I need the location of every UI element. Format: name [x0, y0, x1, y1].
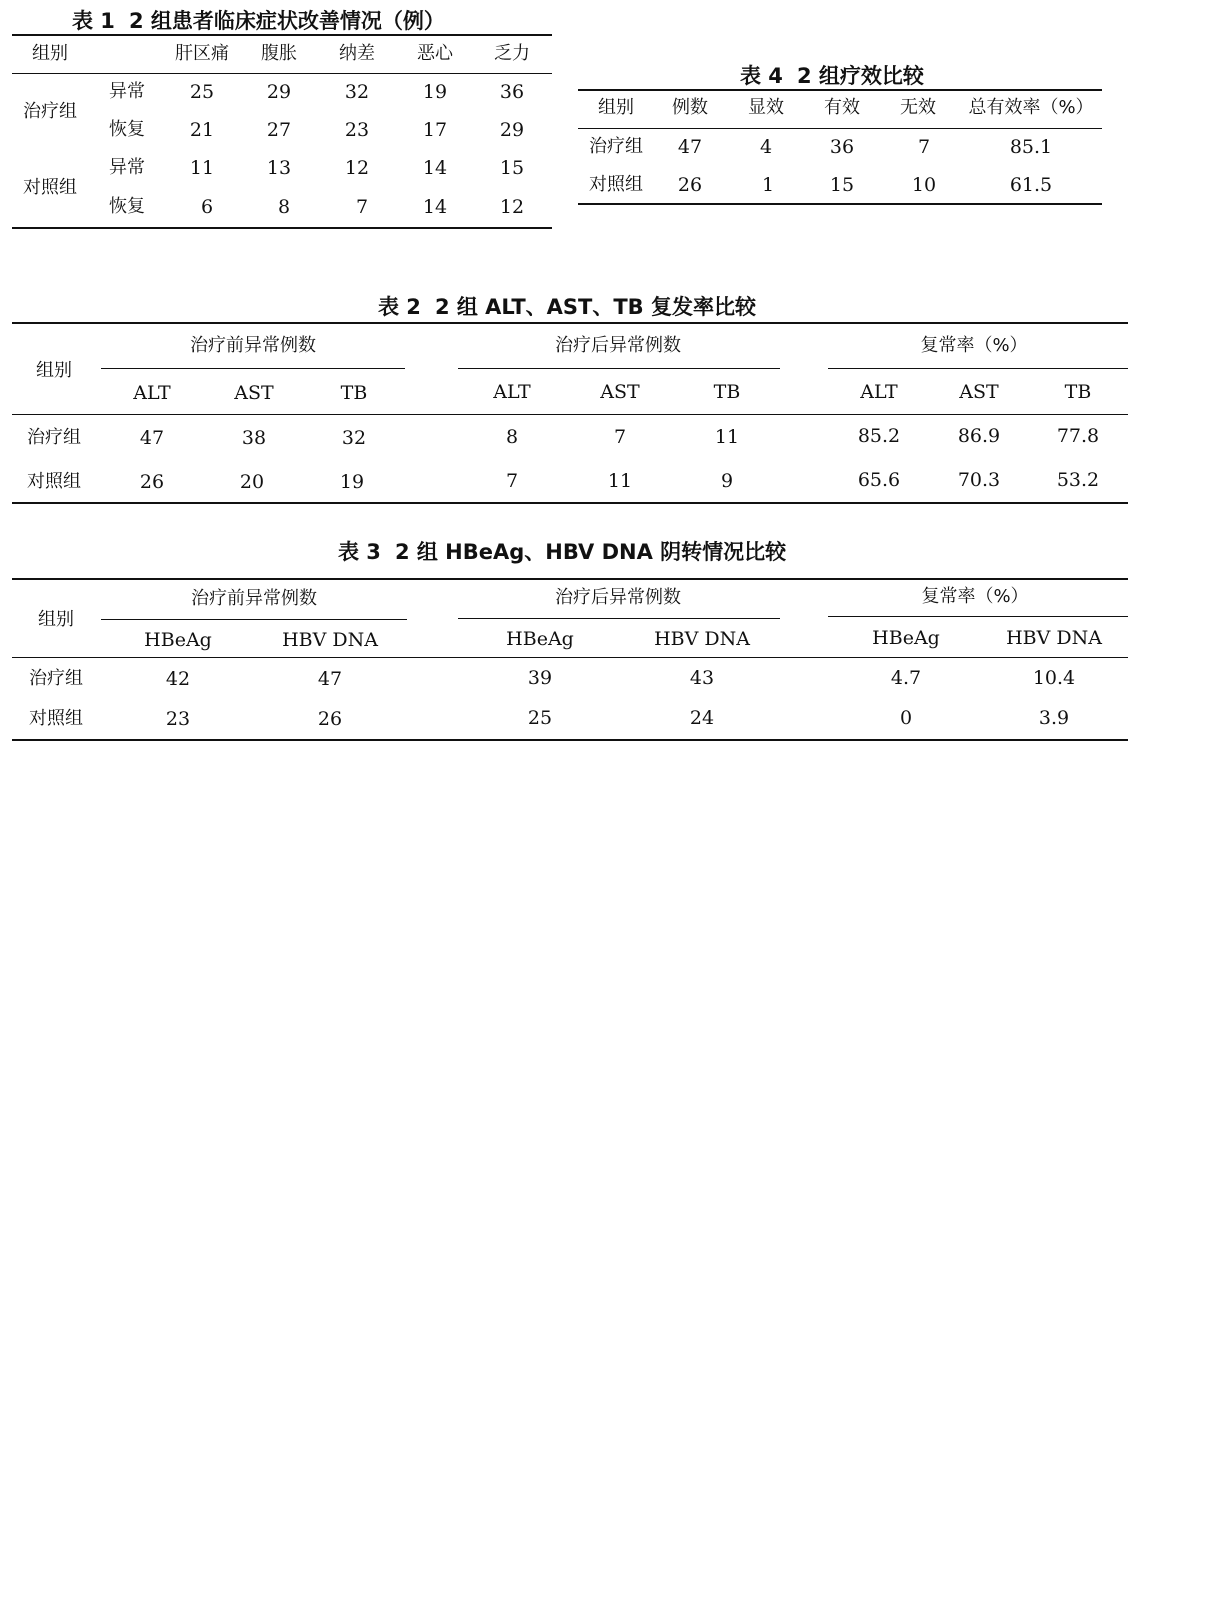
table1-cell: 23	[344, 119, 370, 141]
table1-row-status: 异常	[109, 157, 145, 178]
table2-cell: 8	[505, 426, 519, 448]
table2-row-group: 治疗组	[27, 427, 81, 448]
table3-cell: 24	[689, 707, 715, 729]
table2-title	[378, 291, 756, 321]
table1-header-col: 肝区痛	[175, 43, 229, 64]
table4-title-text: 2 组疗效比较	[796, 64, 924, 88]
table1-header-col: 腹胀	[261, 43, 297, 64]
table2-cell: 20	[239, 471, 265, 493]
table1-cell: 14	[422, 196, 448, 218]
table1-group-label: 治疗组	[23, 101, 77, 122]
table1-cell: 17	[422, 119, 448, 141]
table3-cell: 3.9	[1038, 707, 1070, 729]
table3-subheader: HBV DNA	[654, 628, 750, 650]
table3-cell: 39	[527, 667, 553, 689]
table1-label: 表 1	[72, 9, 115, 33]
table3-top-rule	[12, 578, 1128, 580]
table2-cell: 7	[613, 426, 627, 448]
table1-cell: 12	[499, 196, 525, 218]
table3-row-group: 对照组	[29, 708, 83, 729]
table2-label: 表 2	[378, 295, 421, 319]
table1-top-rule	[12, 34, 552, 36]
table1-cell: 14	[422, 157, 448, 179]
table3-cell: 4.7	[890, 667, 922, 689]
table4-header: 无效	[900, 97, 936, 118]
table2-cell: 9	[720, 470, 734, 492]
table2-span-header: 复常率（%）	[920, 335, 1028, 356]
table2-bottom-rule	[12, 502, 1128, 504]
table3-cell: 47	[317, 668, 343, 690]
table2-subheader: ALT	[860, 381, 898, 403]
table2-group-header: 组别	[36, 360, 72, 381]
table3-group-header: 组别	[38, 609, 74, 630]
table4-label: 表 4	[740, 64, 783, 88]
table3-span-rule	[101, 619, 407, 620]
table3-row-group: 治疗组	[29, 668, 83, 689]
table3-header-rule	[12, 657, 1128, 658]
table2-cell: 65.6	[857, 469, 901, 491]
table3-span-rule	[458, 618, 780, 619]
table3-span-header: 复常率（%）	[921, 586, 1029, 607]
table1-header-rule	[12, 73, 552, 74]
table2-top-rule	[12, 322, 1128, 324]
table3-title	[338, 536, 786, 566]
table4-cell: 1	[761, 174, 775, 196]
table1-header-col: 纳差	[339, 43, 375, 64]
table2-subheader: AST	[600, 381, 640, 403]
table1-row-status: 恢复	[109, 119, 145, 140]
table3-cell: 26	[317, 708, 343, 730]
table3-cell: 10.4	[1032, 667, 1076, 689]
table3-cell: 23	[165, 708, 191, 730]
table4-cell: 7	[917, 136, 931, 158]
table2-cell: 77.8	[1056, 425, 1100, 447]
table2-subheader: TB	[713, 381, 741, 403]
table3-bottom-rule	[12, 739, 1128, 741]
table2-subheader: AST	[234, 382, 274, 404]
table1-cell: 25	[189, 81, 215, 103]
table2-header-rule	[12, 414, 1128, 415]
table1-title	[72, 5, 445, 35]
table1-bottom-rule	[12, 227, 552, 229]
table4-cell: 15	[829, 174, 855, 196]
table3-subheader: HBV DNA	[282, 629, 378, 651]
table1-group-label: 对照组	[23, 177, 77, 198]
table1-cell: 13	[266, 157, 292, 179]
table2-cell: 70.3	[957, 469, 1001, 491]
table4-header: 例数	[672, 97, 708, 118]
table1-header-col: 恶心	[417, 43, 453, 64]
table2-subheader: ALT	[493, 381, 531, 403]
table4-title	[740, 60, 924, 90]
table1-row-status: 异常	[109, 81, 145, 102]
table2-subheader: TB	[1064, 381, 1092, 403]
table4-header: 组别	[598, 97, 634, 118]
table1-cell: 32	[344, 81, 370, 103]
table1-cell: 29	[499, 119, 525, 141]
table1-cell: 8	[277, 196, 291, 218]
table4-row-group: 对照组	[589, 174, 643, 195]
table4-cell: 4	[759, 136, 773, 158]
table2-span-rule	[458, 368, 780, 369]
table1-cell: 21	[189, 119, 215, 141]
table1-cell: 36	[499, 81, 525, 103]
table2-cell: 26	[139, 471, 165, 493]
table4-header: 显效	[748, 97, 784, 118]
table1-header-col: 乏力	[494, 43, 530, 64]
table2-cell: 7	[505, 470, 519, 492]
table2-title-text: 2 组 ALT、AST、TB 复发率比较	[434, 295, 756, 319]
table2-span-rule	[828, 368, 1128, 369]
table2-cell: 11	[714, 426, 740, 448]
table1-cell: 29	[266, 81, 292, 103]
table4-cell: 61.5	[1009, 174, 1053, 196]
table2-cell: 86.9	[957, 425, 1001, 447]
table3-label: 表 3	[338, 540, 381, 564]
table4-row-group: 治疗组	[589, 136, 643, 157]
table2-cell: 32	[341, 427, 367, 449]
table2-subheader: AST	[959, 381, 999, 403]
table2-span-rule	[101, 368, 405, 369]
table1-cell: 19	[422, 81, 448, 103]
table3-subheader: HBeAg	[506, 628, 574, 650]
table1-cell: 11	[189, 157, 215, 179]
table1-cell: 7	[355, 196, 369, 218]
table1-cell: 15	[499, 157, 525, 179]
table2-cell: 38	[241, 427, 267, 449]
table3-subheader: HBV DNA	[1006, 627, 1102, 649]
table4-cell: 26	[677, 174, 703, 196]
table1-cell: 27	[266, 119, 292, 141]
table3-cell: 43	[689, 667, 715, 689]
table2-cell: 85.2	[857, 425, 901, 447]
table1-cell: 6	[200, 196, 214, 218]
table1-cell: 12	[344, 157, 370, 179]
table2-cell: 19	[339, 471, 365, 493]
table2-cell: 11	[607, 470, 633, 492]
table3-span-header: 治疗前异常例数	[191, 588, 317, 609]
table4-header: 总有效率（%）	[968, 97, 1094, 118]
table3-subheader: HBeAg	[872, 627, 940, 649]
table4-cell: 10	[911, 174, 937, 196]
table4-cell: 85.1	[1009, 136, 1053, 158]
table3-subheader: HBeAg	[144, 629, 212, 651]
table3-span-rule	[828, 616, 1128, 617]
table1-title-text: 2 组患者临床症状改善情况（例）	[128, 9, 445, 33]
table4-cell: 36	[829, 136, 855, 158]
table1-header-group: 组别	[32, 43, 68, 64]
table2-subheader: TB	[340, 382, 368, 404]
table3-span-header: 治疗后异常例数	[555, 587, 681, 608]
table2-cell: 53.2	[1056, 469, 1100, 491]
table3-cell: 42	[165, 668, 191, 690]
table2-row-group: 对照组	[27, 471, 81, 492]
table4-header: 有效	[824, 97, 860, 118]
table4-top-rule	[578, 89, 1102, 91]
table3-cell: 25	[527, 707, 553, 729]
table2-span-header: 治疗后异常例数	[555, 335, 681, 356]
table1-row-status: 恢复	[109, 196, 145, 217]
table2-subheader: ALT	[133, 382, 171, 404]
table3-cell: 0	[899, 707, 913, 729]
table4-cell: 47	[677, 136, 703, 158]
table2-cell: 47	[139, 427, 165, 449]
table4-bottom-rule	[578, 203, 1102, 205]
table2-span-header: 治疗前异常例数	[190, 335, 316, 356]
table3-title-text: 2 组 HBeAg、HBV DNA 阴转情况比较	[394, 540, 787, 564]
table4-header-rule	[578, 128, 1102, 129]
